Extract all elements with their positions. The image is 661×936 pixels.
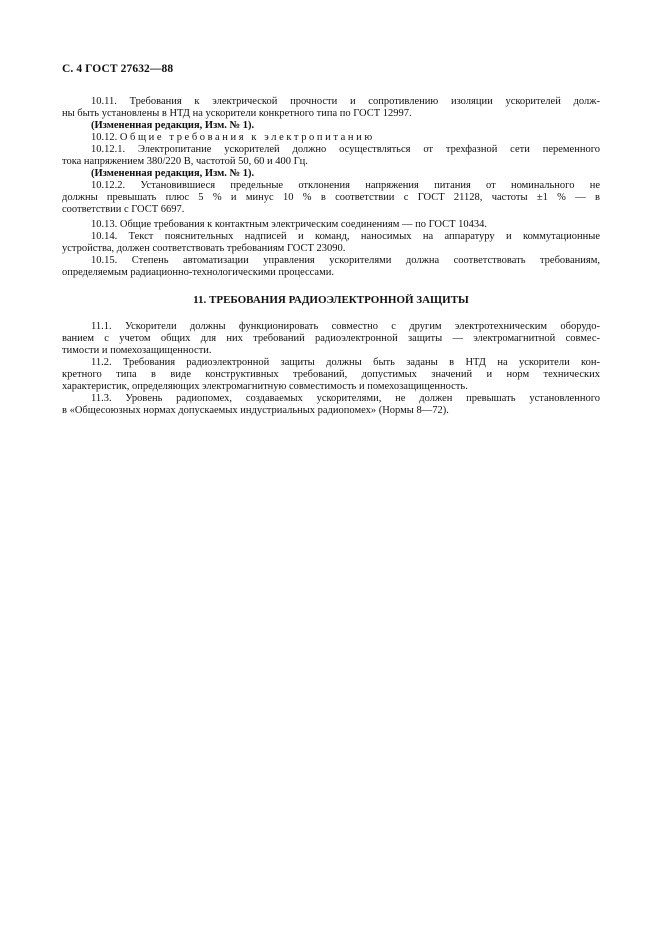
paragraph-11-2-line-2: кретного типа в виде конструктивных требований, допустимых значений и норм технических [62, 369, 600, 380]
paragraph-10-15-line-2: определяемым радиационно-технологическими процессами. [62, 267, 334, 278]
paragraph-10-12-title: Общие требования к электропитанию [119, 132, 375, 143]
paragraph-10-14-line-2: устройства, должен соответствовать требованиям ГОСТ 23090. [62, 243, 346, 254]
paragraph-10-12-number: 10.12. [91, 132, 118, 143]
paragraph-10-12-1-line-1: 10.12.1. Электропитание ускорителей должно осуществляться от трехфазной сети переменного [91, 144, 600, 155]
page-header: С. 4 ГОСТ 27632—88 [62, 63, 174, 75]
paragraph-11-1-line-3: тимости и помехозащищенности. [62, 345, 212, 356]
paragraph-10-11-line-1: 10.11. Требования к электрической прочности и сопротивлению изоляции ускорителей долж- [91, 96, 600, 107]
paragraph-10-12-heading [91, 132, 375, 144]
paragraph-10-12-2-line-3: соответствии с ГОСТ 6697. [62, 204, 185, 215]
paragraph-10-14-line-1: 10.14. Текст пояснительных надписей и команд, наносимых на аппаратуру и коммутационные [91, 231, 600, 242]
paragraph-11-1-line-2: ванием с учетом общих для них требований радиоэлектронной защиты — электромагнитной совмес- [62, 333, 600, 344]
amendment-note: (Измененная редакция, Изм. № 1). [91, 168, 255, 179]
paragraph-10-13: 10.13. Общие требования к контактным электрическим соединениям — по ГОСТ 10434. [91, 219, 488, 230]
paragraph-11-3-line-1: 11.3. Уровень радиопомех, создаваемых ускорителями, не должен превышать установленного [91, 393, 600, 404]
paragraph-10-12-1-line-2: тока напряжением 380/220 В, частотой 50, 60 и 400 Гц. [62, 156, 308, 167]
amendment-note: (Измененная редакция, Изм. № 1). [91, 120, 255, 131]
paragraph-11-2-line-1: 11.2. Требования радиоэлектронной защиты должны быть заданы в НТД на ускорители кон- [91, 357, 600, 368]
section-11-title: 11. ТРЕБОВАНИЯ РАДИОЭЛЕКТРОННОЙ ЗАЩИТЫ [193, 294, 469, 306]
paragraph-11-1-line-1: 11.1. Ускорители должны функционировать совместно с другим электротехническим оборудо- [91, 321, 600, 332]
paragraph-11-3-line-2: в «Общесоюзных нормах допускаемых индустриальных радиопомех» (Нормы 8—72). [62, 405, 449, 416]
paragraph-10-12-2-line-1: 10.12.2. Установившиеся предельные отклонения напряжения питания от номинального не [91, 180, 600, 191]
paragraph-10-12-2-line-2: должны превышать плюс 5 % и минус 10 % в соответствии с ГОСТ 21128, частоты ±1 % — в [62, 192, 600, 203]
paragraph-10-11-line-2: ны быть установлены в НТД на ускорители конкретного типа по ГОСТ 12997. [62, 108, 412, 119]
paragraph-11-2-line-3: характеристик, определяющих электромагнитную совместимость и помехозащищенность. [62, 381, 468, 392]
paragraph-10-15-line-1: 10.15. Степень автоматизации управления ускорителями должна соответствовать требованиям, [91, 255, 600, 266]
